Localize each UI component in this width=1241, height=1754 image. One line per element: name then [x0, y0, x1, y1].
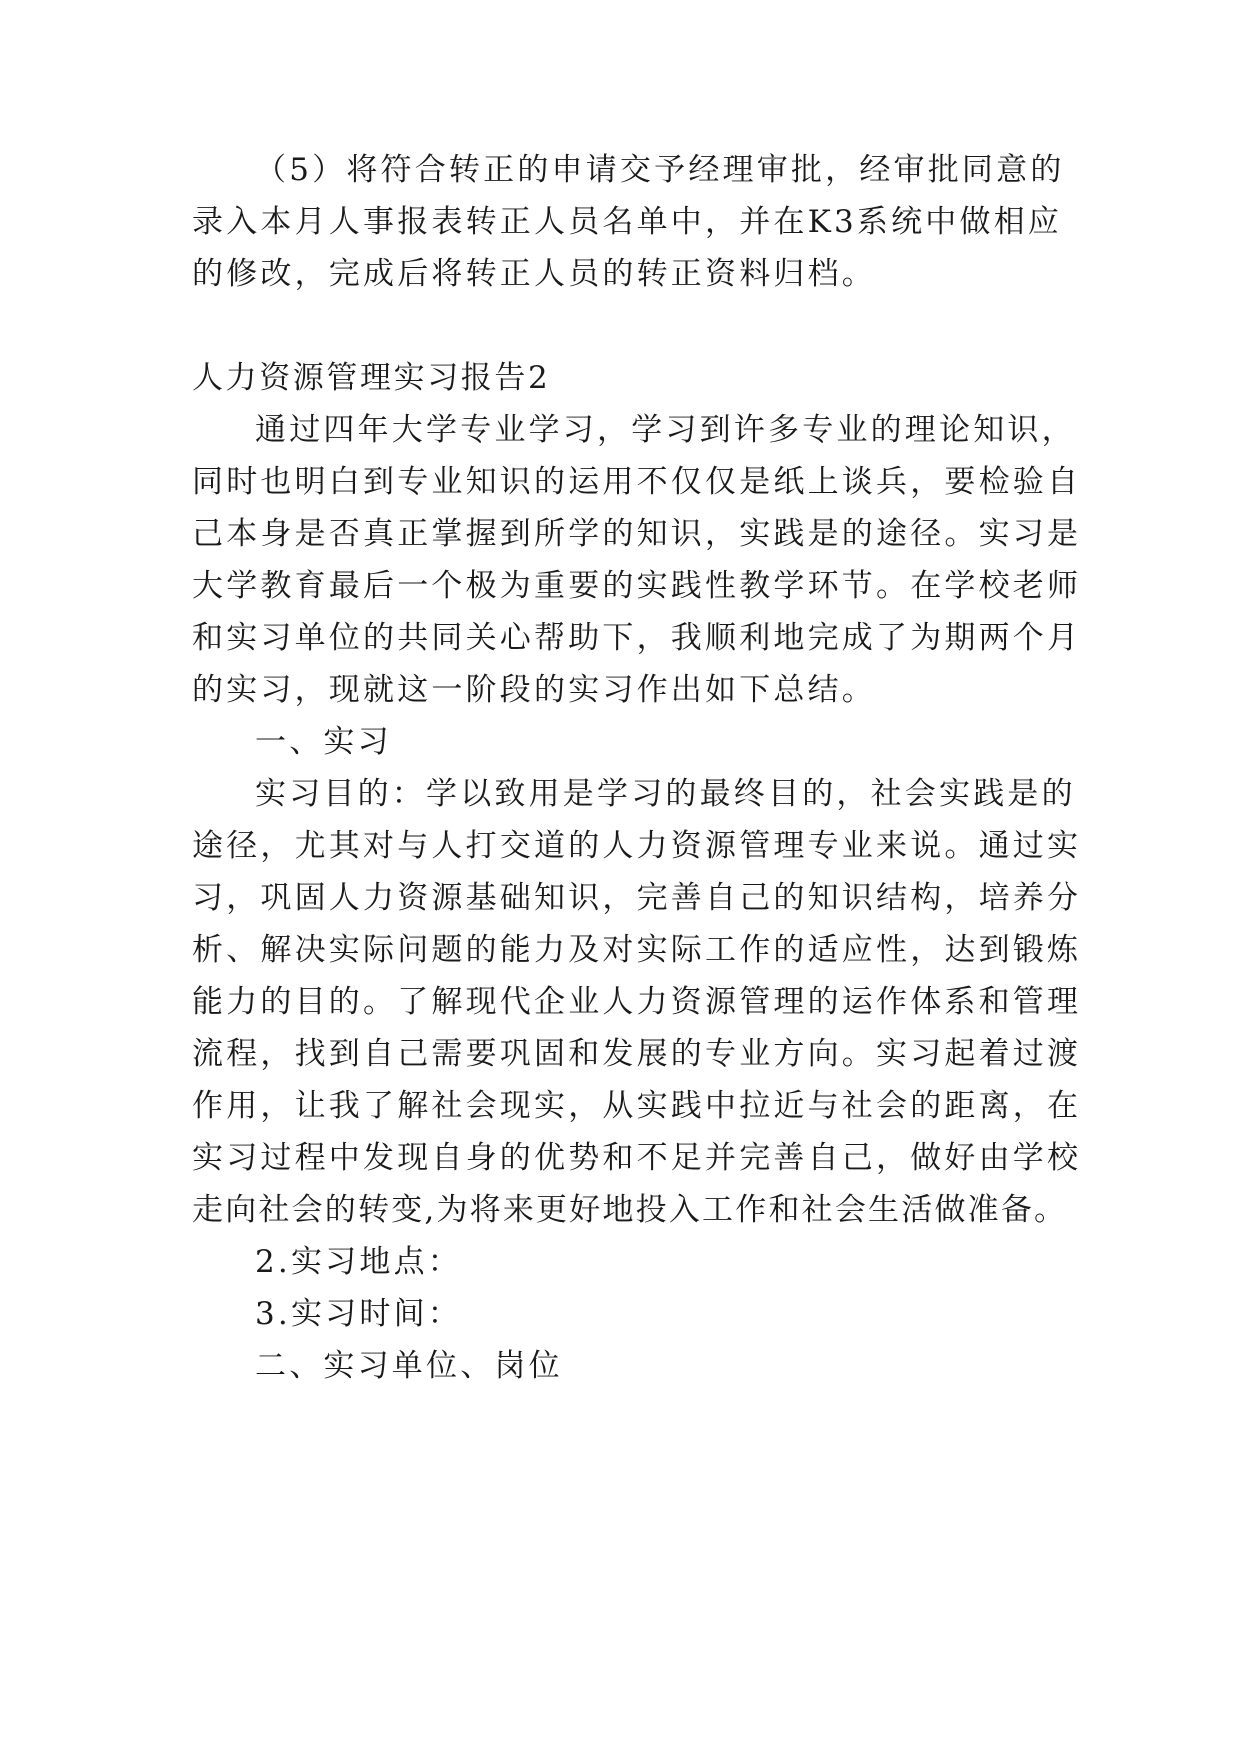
- paragraph-line: 己本身是否真正掌握到所学的知识，实践是的途径。实习是: [192, 516, 1082, 552]
- paragraph-line: 同时也明白到专业知识的运用不仅仅是纸上谈兵，要检验自: [192, 464, 1082, 500]
- paragraph-line: 流程，找到自己需要巩固和发展的专业方向。实习起着过渡: [192, 1036, 1082, 1072]
- paragraph-line: （5）将符合转正的申请交予经理审批，经审批同意的: [255, 152, 1065, 188]
- paragraph-line: 和实习单位的共同关心帮助下，我顺利地完成了为期两个月: [192, 620, 1082, 656]
- paragraph-line: 途径，尤其对与人打交道的人力资源管理专业来说。通过实: [192, 828, 1082, 864]
- paragraph-line: 作用，让我了解社会现实，从实践中拉近与社会的距离，在: [192, 1088, 1082, 1124]
- paragraph-line: 通过四年大学专业学习，学习到许多专业的理论知识，: [255, 412, 1076, 448]
- paragraph-line: 实习过程中发现自身的优势和不足并完善自己，做好由学校: [192, 1140, 1082, 1176]
- heading-line: 一、实习: [255, 724, 392, 760]
- paragraph-line: 录入本月人事报表转正人员名单中，并在K3系统中做相应: [192, 204, 1063, 240]
- list-item: 3.实习时间：: [255, 1296, 462, 1332]
- list-item: 2.实习地点：: [255, 1244, 462, 1280]
- paragraph-line: 的实习，现就这一阶段的实习作出如下总结。: [192, 672, 876, 708]
- paragraph-line: 大学教育最后一个极为重要的实践性教学环节。在学校老师: [192, 568, 1082, 604]
- paragraph-line: 析、解决实际问题的能力及对实际工作的适应性，达到锻炼: [192, 932, 1082, 968]
- paragraph-line: 走向社会的转变,为将来更好地投入工作和社会生活做准备。: [192, 1192, 1068, 1228]
- paragraph-line: 实习目的：学以致用是学习的最终目的，社会实践是的: [255, 776, 1076, 812]
- paragraph-line: 能力的目的。了解现代企业人力资源管理的运作体系和管理: [192, 984, 1082, 1020]
- heading-line: 二、实习单位、岗位: [255, 1348, 563, 1384]
- paragraph-line: 的修改，完成后将转正人员的转正资料归档。: [192, 256, 876, 292]
- section-title: 人力资源管理实习报告2: [192, 360, 551, 396]
- paragraph-line: 习，巩固人力资源基础知识，完善自己的知识结构，培养分: [192, 880, 1082, 916]
